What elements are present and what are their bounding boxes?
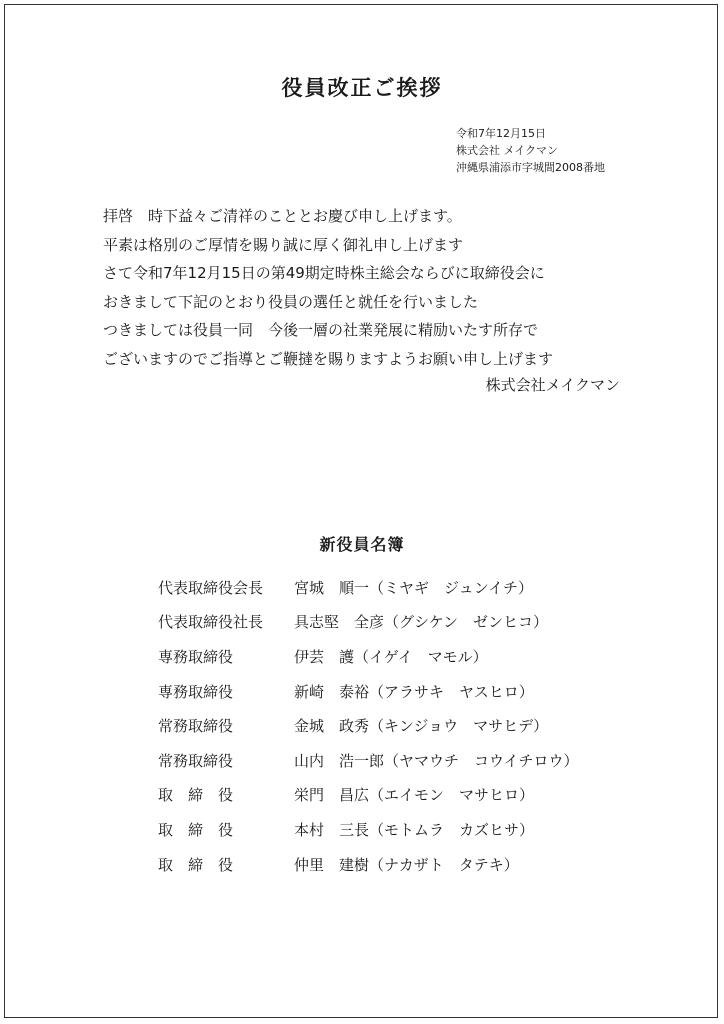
officer-name: 伊芸 護（イゲイ マモル） <box>294 647 488 666</box>
roster-row <box>158 639 579 674</box>
officer-role: 専務取締役 <box>158 647 234 666</box>
body-line: 平素は格別のご厚情を賜り誠に厚く御礼申し上げます <box>103 235 464 254</box>
greeting-body <box>103 202 553 374</box>
officer-role: 取 締 役 <box>158 786 234 805</box>
signature: 株式会社メイクマン <box>485 376 620 394</box>
roster-row <box>158 708 579 743</box>
roster-row <box>158 674 579 709</box>
issue-date: 令和7年12月15日 <box>456 127 546 140</box>
document-meta <box>456 125 605 176</box>
page-title: 役員改正ご挨拶 <box>281 76 443 100</box>
officer-role: 代表取締役会長 <box>158 578 264 597</box>
roster-row <box>158 778 579 813</box>
company-address: 沖縄県浦添市字城間2008番地 <box>456 161 605 174</box>
roster-row <box>158 743 579 778</box>
company-name: 株式会社 メイクマン <box>456 144 559 157</box>
officer-role: 取 締 役 <box>158 855 234 874</box>
officer-roster <box>158 570 579 881</box>
body-line: さて令和7年12月15日の第49期定時株主総会ならびに取締役会に <box>103 264 545 283</box>
body-line: つきましては役員一同 今後一層の社業発展に精励いたす所存で <box>103 321 539 340</box>
officer-name: 金城 政秀（キンジョウ マサヒデ） <box>294 717 549 736</box>
officer-name: 新崎 泰裕（アラサキ ヤスヒロ） <box>294 682 534 701</box>
officer-name: 仲里 建樹（ナカザト タテキ） <box>294 855 519 874</box>
roster-title: 新役員名簿 <box>319 535 405 554</box>
officer-role: 取 締 役 <box>158 820 234 839</box>
officer-name: 山内 浩一郎（ヤマウチ コウイチロウ） <box>294 751 579 770</box>
roster-row <box>158 570 579 605</box>
officer-role: 専務取締役 <box>158 682 234 701</box>
body-line: ございますのでご指導とご鞭撻を賜りますようお願い申し上げます <box>103 349 554 368</box>
officer-name: 具志堅 全彦（グシケン ゼンヒコ） <box>294 613 548 632</box>
officer-role: 常務取締役 <box>158 717 234 736</box>
officer-role: 常務取締役 <box>158 751 234 770</box>
body-line: 拝啓 時下益々ご清祥のこととお慶び申し上げます。 <box>103 207 462 225</box>
officer-name: 栄門 昌広（エイモン マサヒロ） <box>294 786 535 805</box>
roster-row <box>158 605 579 640</box>
roster-row <box>158 812 579 847</box>
body-line: おきまして下記のとおり役員の選任と就任を行いました <box>103 292 479 311</box>
officer-name: 宮城 順一（ミヤギ ジュンイチ） <box>294 578 533 597</box>
officer-name: 本村 三長（モトムラ カズヒサ） <box>294 820 535 839</box>
officer-role: 代表取締役社長 <box>158 613 264 632</box>
roster-row <box>158 847 579 882</box>
